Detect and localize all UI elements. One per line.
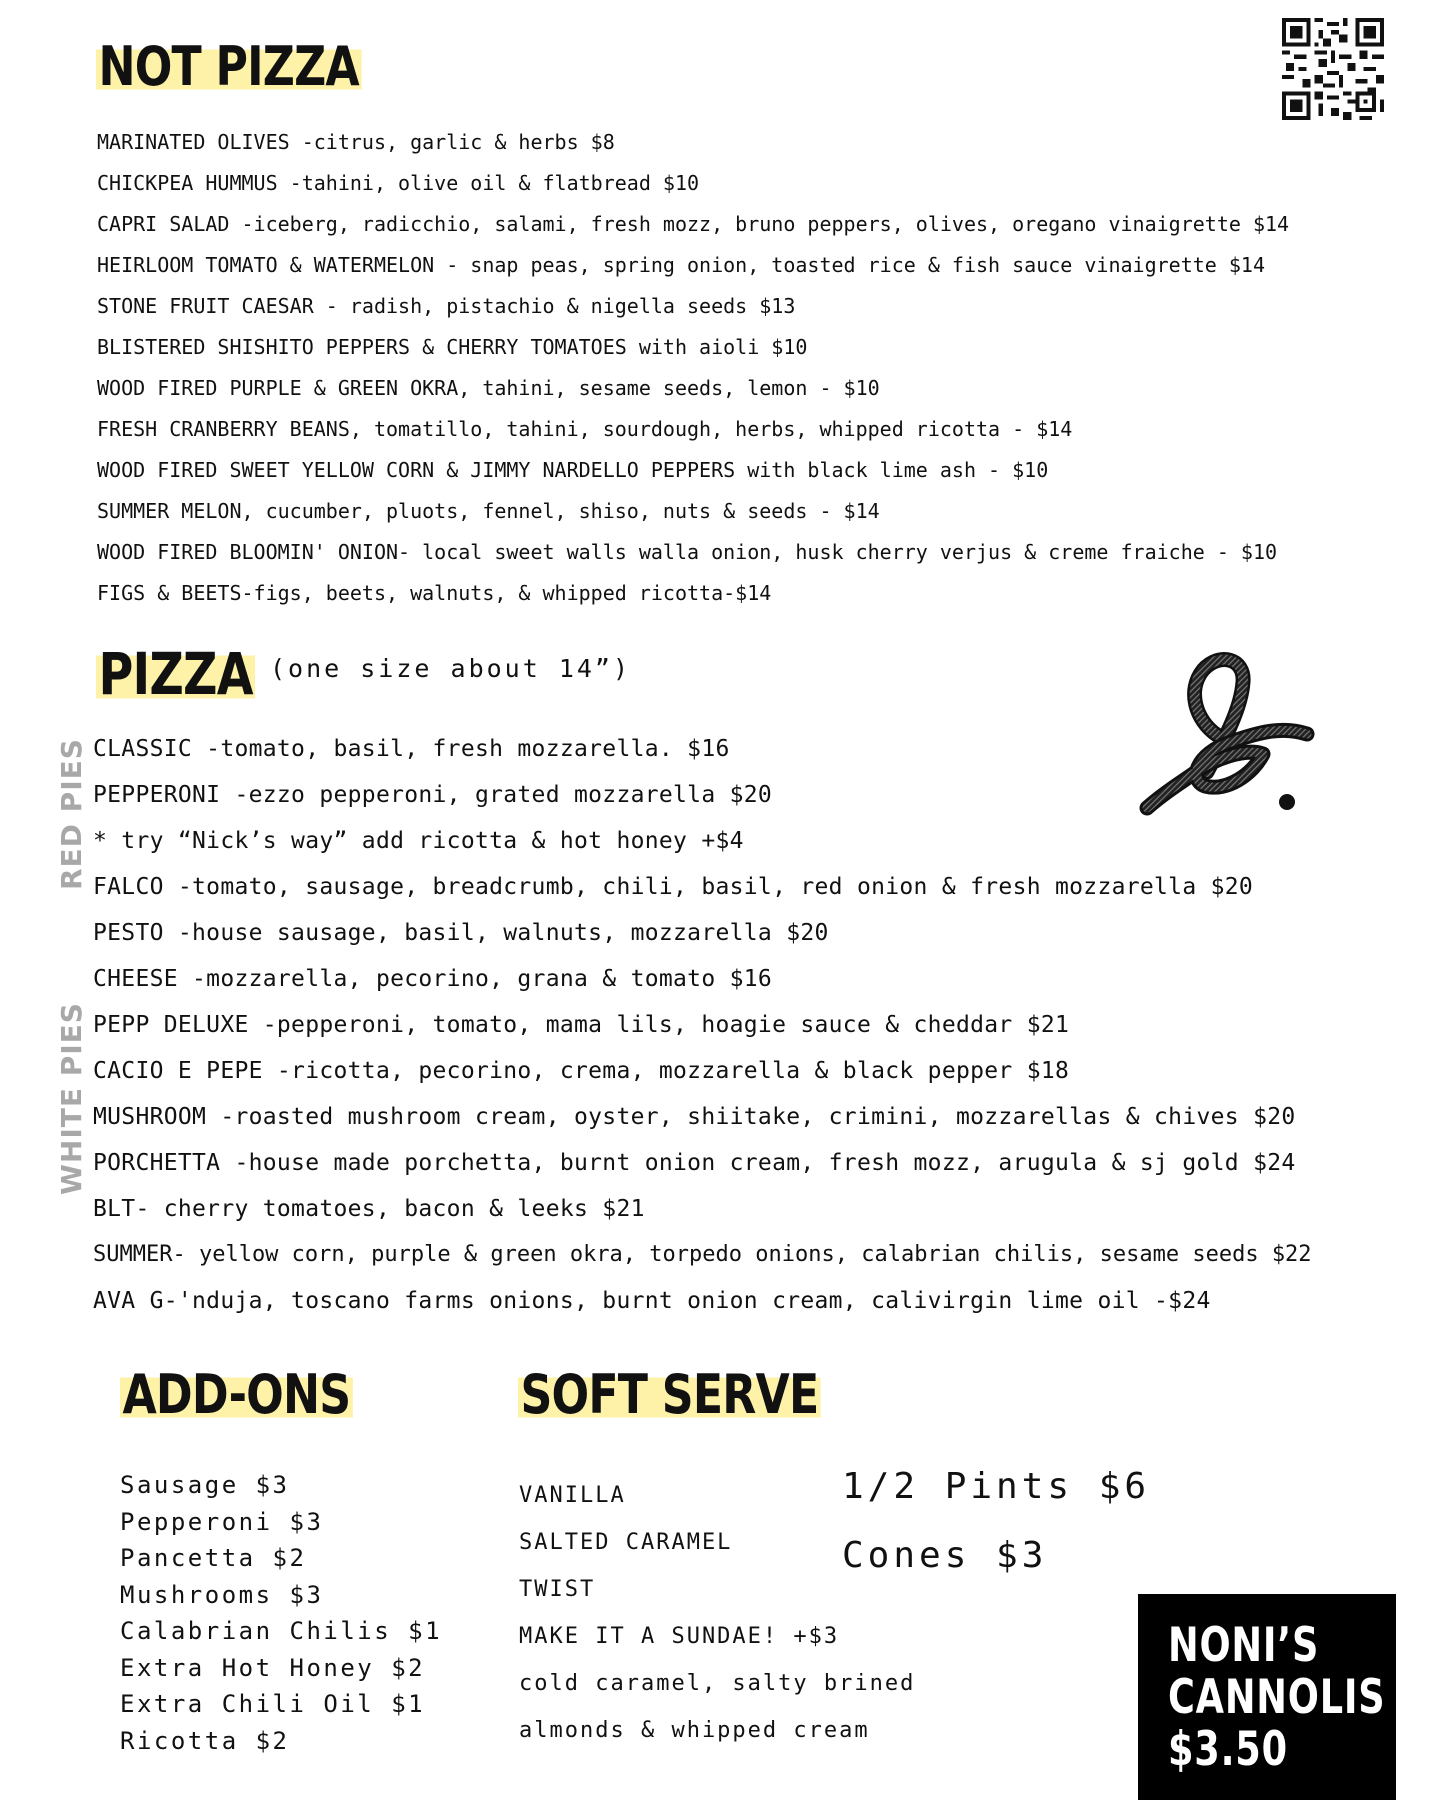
add-ons-heading: ADD-ONS <box>120 1368 353 1422</box>
soft-serve-list <box>519 1472 915 1754</box>
list-item: PESTO -house sausage, basil, walnuts, mozzarella $20 <box>93 920 829 946</box>
list-item: BLISTERED SHISHITO PEPPERS & CHERRY TOMATOES with aioli $10 <box>97 335 808 359</box>
list-item: PEPPERONI -ezzo pepperoni, grated mozzarella $20 <box>93 782 773 808</box>
list-item: HEIRLOOM TOMATO & WATERMELON - snap peas, spring onion, toasted rice & fish sauce vinaigrette $14 <box>97 253 1265 277</box>
list-item: FRESH CRANBERRY BEANS, tomatillo, tahini, sourdough, herbs, whipped ricotta - $14 <box>97 417 1073 441</box>
cannolis-title-line2: CANNOLIS <box>1168 1670 1386 1725</box>
half-pints-price: 1/2 Pints $6 <box>842 1466 1151 1507</box>
list-item: TWIST <box>519 1577 596 1602</box>
list-item: SUMMER- yellow corn, purple & green okra, torpedo onions, calabrian chilis, sesame seeds $22 <box>93 1242 1312 1267</box>
not-pizza-heading: NOT PIZZA <box>96 40 361 94</box>
list-item: CHICKPEA HUMMUS -tahini, olive oil & flatbread $10 <box>97 171 700 195</box>
list-item: SALTED CARAMEL <box>519 1530 733 1555</box>
list-item: MAKE IT A SUNDAE! +$3 <box>519 1624 840 1649</box>
list-item: CLASSIC -tomato, basil, fresh mozzarella. $16 <box>93 736 730 762</box>
cannolis-box <box>1138 1594 1396 1800</box>
list-item: Sausage $3 <box>120 1471 290 1499</box>
list-item: CAPRI SALAD -iceberg, radicchio, salami, fresh mozz, bruno peppers, olives, oregano vinaigrette $14 <box>97 212 1290 236</box>
list-item: VANILLA <box>519 1483 626 1508</box>
list-item: WOOD FIRED PURPLE & GREEN OKRA, tahini, sesame seeds, lemon - $10 <box>97 376 880 400</box>
red-pies-label: RED PIES <box>55 738 88 890</box>
list-item: Mushrooms $3 <box>120 1580 324 1609</box>
list-item: WOOD FIRED BLOOMIN' ONION- local sweet walls walla onion, husk cherry verjus & creme fraiche - $10 <box>97 540 1278 564</box>
list-item: BLT- cherry tomatoes, bacon & leeks $21 <box>93 1196 645 1222</box>
list-item: Extra Hot Honey $2 <box>120 1653 426 1682</box>
list-item: * try “Nick’s way” add ricotta & hot honey +$4 <box>93 828 744 854</box>
not-pizza-list <box>97 122 1289 614</box>
list-item: SUMMER MELON, cucumber, pluots, fennel, shiso, nuts & seeds - $14 <box>97 499 880 523</box>
pizza-heading: PIZZA <box>96 645 255 703</box>
list-item: MUSHROOM -roasted mushroom cream, oyster, shiitake, crimini, mozzarellas & chives $20 <box>93 1104 1296 1130</box>
cones-price: Cones $3 <box>842 1535 1048 1576</box>
list-item: PORCHETTA -house made porchetta, burnt onion cream, fresh mozz, arugula & sj gold $24 <box>93 1150 1296 1176</box>
qr-code-icon[interactable] <box>1282 18 1384 120</box>
cannolis-title-line1: NONI’S <box>1168 1618 1320 1673</box>
add-ons-list <box>120 1467 442 1759</box>
pizza-list <box>93 726 1312 1324</box>
list-item: Ricotta $2 <box>120 1726 290 1755</box>
list-item: CHEESE -mozzarella, pecorino, grana & tomato $16 <box>93 966 773 992</box>
cannolis-price: $3.50 <box>1168 1722 1288 1777</box>
list-item: CACIO E PEPE -ricotta, pecorino, crema, mozzarella & black pepper $18 <box>93 1058 1070 1084</box>
soft-serve-heading: SOFT SERVE <box>518 1368 821 1422</box>
list-item: AVA G-'nduja, toscano farms onions, burnt onion cream, calivirgin lime oil -$24 <box>93 1288 1211 1314</box>
list-item: Extra Chili Oil $1 <box>120 1690 426 1718</box>
white-pies-label: WHITE PIES <box>55 1002 88 1195</box>
pizza-size-note: (one size about 14”) <box>270 654 632 683</box>
list-item: Pancetta $2 <box>120 1544 307 1572</box>
list-item: almonds & whipped cream <box>519 1718 870 1743</box>
list-item: Pepperoni $3 <box>120 1507 324 1536</box>
list-item: PEPP DELUXE -pepperoni, tomato, mama lils, hoagie sauce & cheddar $21 <box>93 1012 1070 1038</box>
list-item: FALCO -tomato, sausage, breadcrumb, chili, basil, red onion & fresh mozzarella $20 <box>93 874 1254 900</box>
list-item: Calabrian Chilis $1 <box>120 1617 443 1645</box>
list-item: FIGS & BEETS-figs, beets, walnuts, & whipped ricotta-$14 <box>97 581 772 605</box>
list-item: WOOD FIRED SWEET YELLOW CORN & JIMMY NARDELLO PEPPERS with black lime ash - $10 <box>97 458 1049 482</box>
list-item: MARINATED OLIVES -citrus, garlic & herbs $8 <box>97 130 615 154</box>
list-item: STONE FRUIT CAESAR - radish, pistachio & nigella seeds $13 <box>97 294 796 318</box>
list-item: cold caramel, salty brined <box>519 1671 916 1696</box>
